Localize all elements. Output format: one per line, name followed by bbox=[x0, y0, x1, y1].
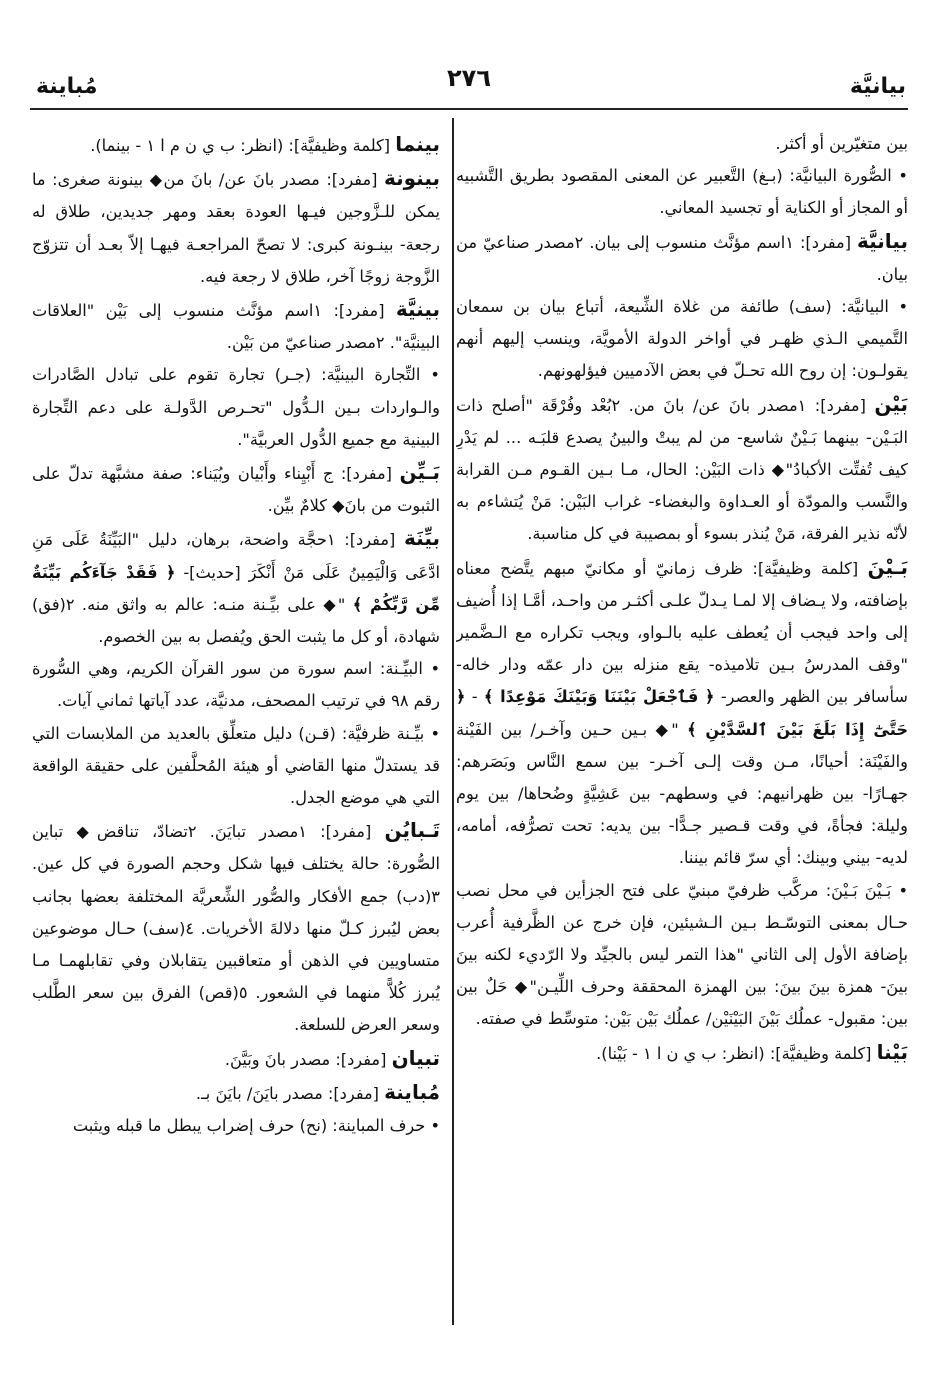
entry-definition: [مفرد]: ١مصدر بانَ عن/ بانَ من. ٢بُعْد وفُرْقَة "أصلح ذات البَـيْن- بينهما بَـيْنٌ شاسع- من لم يبتْ والبينُ يصدع قلبَـه ... لم يَدْرِ كيف تُفتِّت الأكبادُ"◆ ذات البَيْن: الحال، مـا بـين القـوم مـن القرابة والنَّسب والمودّة أو العـداوة والبغضاء- غراب البَيْن: مَنْ يُتشاءم به لأنّه نذير الفرقة، مَنْ يُنذر بسوء أو بمصيبة في كل مناسبة. bbox=[456, 395, 908, 544]
entry bbox=[32, 456, 440, 522]
entry bbox=[456, 551, 908, 875]
paragraph: • بَـيْنَ بَـيْنَ: مركَّب ظرفيّ مبنيّ على فتح الجزأين في محل نصب حـال بمعنى التوسّـط بـين الـشيئين، فإن خرج عن الظَّرفية أُعرب بإضافة الأول إلى الثاني "هذا التمر ليس بالجيِّد ولا الرّديء لكنه بينَ بينَ- همزة بينَ بينَ: بين الهمزة المحققة وحرف اللِّيـن"◆ حَلٌ بين بين: مقبول- عملُك بَيْنَ البَيْنَيْن/ عملُك بَيْن بَيْن: متوسِّط في صفته. bbox=[456, 880, 908, 1029]
entry-definition: [مفرد]: ١حجَّة واضحة، برهان، دليل "البَيِّنَةُ عَلَى مَنِ ادَّعَى وَالْيَمِينُ عَلَى مَنْ أَنْكَرَ [حديث]- bbox=[32, 530, 440, 582]
entry-definition: "◆ بـين حـين وآخـر/ بين الفَيْنة والفَيْنَة: أحيانًا، مـن وقت إلـى آخـر- بين سمع النَّاس وبَصَرهم: جهـارًا- بين ظهرانيهم: في وسطهم- بين عَشِيَّةٍ وضُحاها/ بين يوم وليلة: فجأةً، في وقت قـصير جـدًّا- بين يديه: تحت تصرُّفه، أمامه، لديه- بيني وبينك: أي سرّ قائم بيننا. bbox=[456, 719, 908, 868]
entry-headword: بَـيْنَ bbox=[867, 554, 908, 579]
entry-definition: [كلمة وظيفيَّة]: (انظر: ب ي ن ا ١ - بَيْنا). bbox=[596, 1043, 877, 1063]
entry bbox=[32, 162, 440, 293]
entry-definition: [كلمة وظيفيَّة]: (انظر: ب ي ن م ا ١ - بينما). bbox=[90, 136, 396, 155]
right-column bbox=[456, 128, 908, 1328]
entry bbox=[32, 522, 440, 653]
entry bbox=[456, 225, 908, 291]
entry-definition: [مفرد]: ١اسم مؤنَّث منسوب إلى بَيْن "العلاقات البينيَّة". ٢مصدر صناعيّ من بَيْن. bbox=[32, 301, 440, 353]
header-last-word: مُباينة bbox=[36, 74, 98, 99]
entry-headword: بينيَّة bbox=[395, 297, 440, 322]
entry-headword: بَيْن bbox=[874, 391, 908, 416]
paragraph: • حرف المباينة: (نح) حرف إضراب يبطل ما قبله ويثبت bbox=[72, 1116, 440, 1136]
entry-definition: [مفرد]: ١مصدر تبايَنَ. ٢تضادّ، تناقض◆ تباين الصُّورة: حالة يختلف فيها شكل وحجم الصورة في كل عين. ٣(دب) جمع الأفكار والصُّور الشِّعريَّة المختلفة بعضها بجانب بعض ليُبرز كـلّ منها دلالةَ الأخريات. ٤(سف) حـال موضوعين متساويين في الذهن أو متعاقبين يتقابلان وفي تقابلهمـا مـا يُبرز كُلاًّ منهما في الشعور. ٥(قص) الفرق بين سعر الطَّلب وسعر العرض للسلعة. bbox=[32, 822, 440, 1035]
entry bbox=[32, 293, 440, 359]
entry bbox=[456, 1036, 908, 1070]
entry-definition: [مفرد]: ١اسم مؤنَّث منسوب إلى بيان. ٢مصدر صناعيّ من بيان. bbox=[456, 232, 908, 284]
entry-headword: بينونة bbox=[383, 166, 440, 191]
entry-definition: [مفرد]: ج أَبْيِناء وأَبْيان وبُيَناء: صفة مشبَّهة تدلّ على الثبوت من بانَ◆ كلامٌ بيِّن. bbox=[32, 464, 440, 516]
entry bbox=[32, 128, 440, 162]
entry-definition: "◆ على بيِّـنة منـه: عالم به واثق منه. ٢(فق) شهادة، أو كل ما يثبت الحق ويُفصل به بين الخصوم. bbox=[32, 594, 440, 647]
entry bbox=[32, 1076, 440, 1110]
paragraph: • البيانيَّة: (سف) طائفة من غلاة الشِّيعة، أتباع بيان بن سمعان التَّميمي الـذي ظهـر في أواخر الدولة الأمويَّة، وينسب إليهم أنهم يقولـون: إن روح الله تحـلّ في بعض الآدميين فيؤلهونهم. bbox=[456, 297, 908, 381]
entry-headword: مُباينة bbox=[384, 1079, 440, 1104]
entry-headword: بينما bbox=[395, 132, 440, 156]
header-first-word: بيانيَّة bbox=[849, 74, 906, 99]
quran-quote: ﴿ فَقَدْ جَآءَكُم بَيِّنَةٌ مِّن رَّبِّكُمْ ﴾ bbox=[32, 562, 440, 614]
paragraph: • بيِّـنة ظرفيَّة: (قـن) دليل متعلِّق بالعديد من الملابسات التي قد يستدلّ منها القاضي أو هيئة المُحلَّفين على حقيقة الواقعة التي هي موضع الجدل. bbox=[32, 723, 440, 808]
entry-definition: [مفرد]: مصدر بانَ وبَيَّنَ. bbox=[224, 1049, 392, 1069]
page-header bbox=[30, 62, 908, 110]
paragraph: • البيِّـنة: اسم سورة من سور القرآن الكريم، وهي السُّورة رقم ٩٨ في ترتيب المصحف، مدنيَّة، عدد آياتها ثماني آيات. bbox=[32, 659, 440, 711]
entry-headword: بيِّنَة bbox=[404, 526, 440, 551]
entry-headword: تبيان bbox=[391, 1045, 440, 1070]
entry-headword: بيانيَّة bbox=[857, 228, 908, 253]
left-column bbox=[32, 128, 440, 1328]
entry-definition: [كلمة وظيفيَّة]: ظرف زمانيّ أو مكانيّ مبهم يتَّضح معناه بإضافته، ولا يـضاف إلا لمـا يـدلّ علـى أكثـر من واحـد، أمَّـا إذا أُضيف إلى واحد فيجب أن يُعطف عليه بالـواو، ويجب تكراره مع الـضَّمير "وقف المدرسُ بـين تلاميذه- يقع منزله بين دار عمّه ودار خاله- سأسافر بين الظهر والعصر- bbox=[456, 558, 908, 707]
quran-quote: ﴿ فَٱجْعَلْ بَيْنَنَا وَبَيْنَكَ مَوْعِدًا ﴾ bbox=[483, 687, 715, 707]
paragraph: بين متغيّرين أو أكثر. bbox=[775, 134, 908, 153]
paragraph: • الصُّورة البيانيَّة: (بـغ) التَّعبير عن المعنى المقصود بطريق التَّشبيه أو المجاز أو الكناية أو تجسيد المعاني. bbox=[456, 166, 908, 218]
entry-headword: بَـيِّن bbox=[399, 460, 440, 485]
paragraph: • التِّجارة البينيَّة: (جـر) تجارة تقوم على تبادل الصَّادرات والـواردات بـين الـدُّول "تحـرص الدَّولـة على دعم التِّجارة البينية مع جميع الدُّول العربيَّة". bbox=[32, 365, 440, 449]
entry-definition: - bbox=[465, 687, 484, 707]
entry bbox=[32, 814, 440, 1041]
quran-quote: ﴿ حَتَّىٰٓ إِذَا بَلَغَ بَيْنَ ٱلسَّدَّيْنِ ﴾ bbox=[456, 687, 908, 739]
entry bbox=[456, 388, 908, 551]
column-divider bbox=[452, 118, 454, 1325]
entry-definition: [مفرد]: مصدر بانَ عن/ بانَ من◆ بينونة صغرى: ما يمكن للـزَّوجين فيـها العودة بعقد ومهر جديدين، طلاق له رجعة- بينـونة كبرى: لا تصحّ المراجعـة فيهـا إلاّ بعـد أن تتزوّج الزَّوجة زوجًا آخر، طلاق لا رجعة فيه. bbox=[32, 170, 440, 286]
entry-headword: تَـبايُن bbox=[384, 818, 440, 843]
entry bbox=[32, 1042, 440, 1076]
entry-definition: [مفرد]: مصدر بايَنَ/ بايَنَ بـ. bbox=[195, 1083, 385, 1103]
entry-headword: بَيْنا bbox=[876, 1039, 908, 1064]
page-number: ٢٧٦ bbox=[447, 64, 491, 92]
